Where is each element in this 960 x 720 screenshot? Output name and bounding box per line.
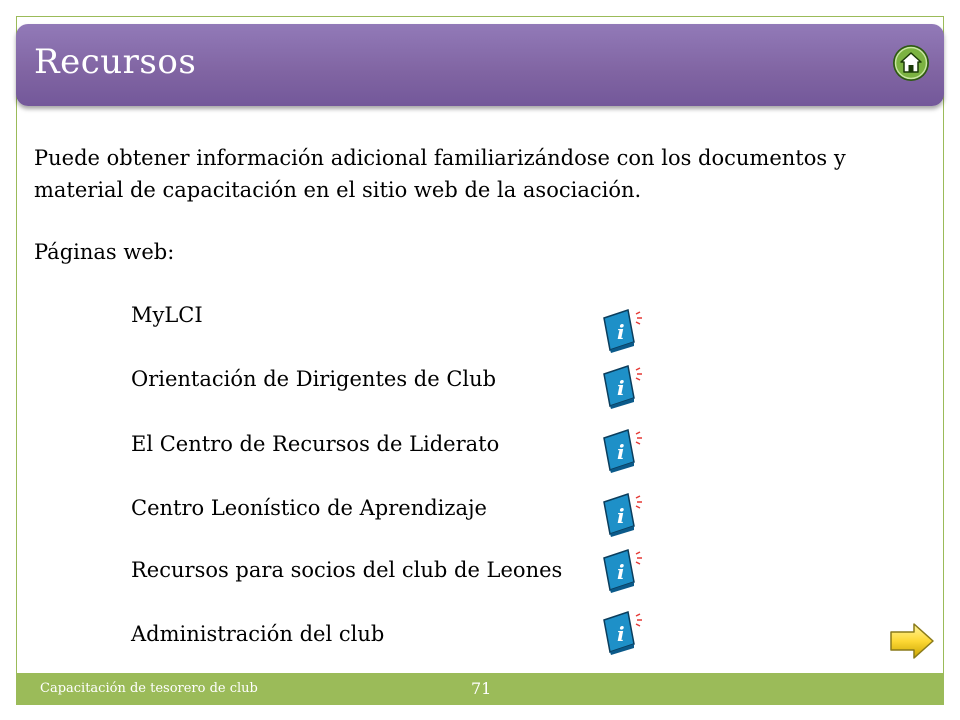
link-centro-aprendizaje[interactable]: Centro Leonístico de Aprendizaje [131, 496, 487, 520]
footer-bar [16, 673, 944, 705]
svg-text:i: i [617, 440, 625, 464]
link-centro-recursos-liderato[interactable]: El Centro de Recursos de Liderato [131, 432, 500, 456]
footer-text: Capacitación de tesorero de club [40, 681, 258, 696]
slide-frame [16, 16, 944, 705]
info-book-icon[interactable] [600, 490, 644, 538]
link-orientacion-dirigentes[interactable]: Orientación de Dirigentes de Club [131, 367, 497, 391]
info-book-icon[interactable] [600, 426, 644, 474]
title-bar [16, 24, 944, 106]
home-icon[interactable] [892, 44, 930, 82]
slide-title: Recursos [34, 42, 197, 82]
info-book-icon[interactable] [600, 306, 644, 354]
info-book-icon[interactable] [600, 608, 644, 656]
info-book-icon[interactable] [600, 546, 644, 594]
page-number: 71 [471, 679, 492, 698]
intro-paragraph: Puede obtener información adicional familiarizándose con los documentos y material de capacitación en el sitio web de la asociación. [34, 146, 846, 202]
info-book-icon[interactable] [600, 362, 644, 410]
svg-text:i: i [617, 504, 625, 528]
svg-text:i: i [617, 376, 625, 400]
link-recursos-socios[interactable]: Recursos para socios del club de Leones [131, 558, 563, 582]
svg-text:i: i [617, 560, 625, 584]
web-pages-label: Páginas web: [34, 240, 175, 264]
next-arrow-icon[interactable] [888, 621, 936, 661]
svg-text:i: i [617, 622, 625, 646]
link-administracion-club[interactable]: Administración del club [131, 622, 385, 646]
svg-text:i: i [617, 320, 625, 344]
link-mylci[interactable]: MyLCI [131, 303, 203, 327]
